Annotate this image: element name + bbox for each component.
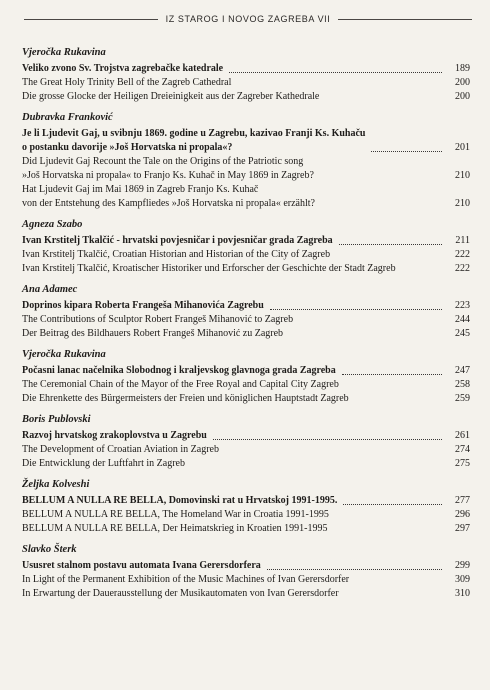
dot-leader	[339, 244, 442, 245]
page-number: 297	[455, 523, 470, 534]
page-number: 277	[455, 495, 470, 506]
toc-entry	[22, 299, 470, 313]
author-name: Vjeročka Rukavina	[22, 47, 106, 58]
page-number: 275	[455, 458, 470, 469]
entry-title: Die Entwicklung der Luftfahrt in Zagreb	[22, 458, 185, 469]
entry-title: Ususret stalnom postavu automata Ivana Gerersdorfera	[22, 560, 261, 571]
author-name: Vjeročka Rukavina	[22, 349, 106, 360]
toc-entry	[22, 522, 470, 536]
toc-section	[22, 283, 470, 341]
author-name: Agneza Szabo	[22, 219, 83, 230]
author-name: Slavko Šterk	[22, 544, 77, 555]
page-number: 258	[455, 379, 470, 390]
page-number: 259	[455, 393, 470, 404]
entry-title: BELLUM A NULLA RE BELLA, Der Heimatskrieg in Kroatien 1991-1995	[22, 523, 328, 534]
toc-entry	[22, 183, 470, 211]
page-number: 210	[455, 170, 470, 181]
entry-title: Razvoj hrvatskog zrakoplovstva u Zagrebu	[22, 430, 207, 441]
toc-entry	[22, 248, 470, 262]
page-number: 310	[455, 588, 470, 599]
dot-leader	[343, 504, 442, 505]
entry-title: Der Beitrag des Bildhauers Robert Frangeš Mihanović zu Zagreb	[22, 328, 284, 339]
dot-leader	[229, 72, 442, 73]
toc-entry	[22, 508, 470, 522]
toc-section	[22, 413, 470, 471]
entry-title: The Great Holy Trinity Bell of the Zagreb Cathedral	[22, 77, 232, 88]
toc-entry	[22, 127, 470, 155]
toc-entry	[22, 392, 470, 406]
entry-title: Die grosse Glocke der Heiligen Dreieinigkeit aus der Zagreber Kathedrale	[22, 91, 320, 102]
page-number: 200	[455, 91, 470, 102]
entry-title: Ivan Krstitelj Tkalčić - hrvatski povjesničar i povjesničar grada Zagreba	[22, 235, 333, 246]
toc-entry	[22, 90, 470, 104]
table-of-contents	[22, 46, 470, 608]
page-number: 211	[455, 235, 470, 246]
author-name: Dubravka Franković	[22, 112, 113, 123]
toc-section	[22, 478, 470, 536]
entry-title: Hat Ljudevit Gaj im Mai 1869 in Zagreb Franjo Ks. Kuhač von der Entstehung des Kampfliedes »Još Horvatska ni propala« erzählt?	[22, 184, 315, 209]
page-number: 309	[455, 574, 470, 585]
dot-leader	[270, 309, 442, 310]
toc-entry	[22, 573, 470, 587]
page-number: 201	[455, 142, 470, 153]
entry-title: Počasni lanac načelnika Slobodnog i kraljevskog glavnoga grada Zagreba	[22, 365, 336, 376]
toc-entry	[22, 587, 470, 601]
toc-entry	[22, 313, 470, 327]
page-number: 247	[455, 365, 470, 376]
page-number: 274	[455, 444, 470, 455]
toc-entry	[22, 378, 470, 392]
entry-title: Ivan Krstitelj Tkalčić, Kroatischer Historiker und Erforscher der Geschichte der Stadt Zagreb	[22, 263, 396, 274]
page-number: 222	[455, 249, 470, 260]
entry-title: Ivan Krstitelj Tkalčić, Croatian Historian and Historian of the City of Zagreb	[22, 249, 331, 260]
entry-title: In Erwartung der Dauerausstellung der Musikautomaten von Ivan Gerersdorfer	[22, 588, 339, 599]
entry-title: In Light of the Permanent Exhibition of the Music Machines of Ivan Gerersdorfer	[22, 574, 350, 585]
page-number: 245	[455, 328, 470, 339]
page-number: 222	[455, 263, 470, 274]
toc-entry	[22, 443, 470, 457]
entry-title: Did Ljudevit Gaj Recount the Tale on the Origins of the Patriotic song »Još Horvatska ni propala« to Franjo Ks. Kuhač in May 1869 in Zagreb?	[22, 156, 314, 181]
entry-title: BELLUM A NULLA RE BELLA, The Homeland War in Croatia 1991-1995	[22, 509, 329, 520]
header-rule-left	[24, 19, 158, 20]
page-number: 261	[455, 430, 470, 441]
page-number: 189	[455, 63, 470, 74]
toc-section	[22, 218, 470, 276]
toc-section	[22, 543, 470, 601]
page-number: 210	[455, 198, 470, 209]
page-number: 296	[455, 509, 470, 520]
toc-entry	[22, 429, 470, 443]
entry-title: Je li Ljudevit Gaj, u svibnju 1869. godine u Zagrebu, kazivao Franji Ks. Kuhaču o postanku davorije »Još Horvatska ni propala«?	[22, 128, 366, 153]
toc-entry	[22, 234, 470, 248]
toc-entry	[22, 457, 470, 471]
page-number: 200	[455, 77, 470, 88]
toc-section	[22, 111, 470, 211]
toc-section	[22, 46, 470, 104]
dot-leader	[342, 374, 442, 375]
entry-title: Doprinos kipara Roberta Frangeša Mihanovića Zagrebu	[22, 300, 264, 311]
toc-entry	[22, 494, 470, 508]
author-name: Ana Adamec	[22, 284, 78, 295]
author-name: Boris Publovski	[22, 414, 91, 425]
dot-leader	[267, 569, 442, 570]
entry-title: The Contributions of Sculptor Robert Frangeš Mihanović to Zagreb	[22, 314, 294, 325]
toc-entry	[22, 76, 470, 90]
toc-entry	[22, 364, 470, 378]
toc-entry	[22, 155, 470, 183]
header-rule-right	[338, 19, 472, 20]
dot-leader	[371, 151, 442, 152]
entry-title: BELLUM A NULLA RE BELLA, Domovinski rat u Hrvatskoj 1991-1995.	[22, 495, 338, 506]
header-title: IZ STAROG I NOVOG ZAGREBA VII	[165, 14, 331, 24]
running-header	[24, 14, 472, 24]
entry-title: The Ceremonial Chain of the Mayor of the Free Royal and Capital City Zagreb	[22, 379, 339, 390]
page-number: 223	[455, 300, 470, 311]
toc-entry	[22, 62, 470, 76]
toc-entry	[22, 559, 470, 573]
page-number: 244	[455, 314, 470, 325]
dot-leader	[213, 439, 442, 440]
entry-title: The Development of Croatian Aviation in Zagreb	[22, 444, 219, 455]
entry-title: Die Ehrenkette des Bürgermeisters der Freien und königlichen Hauptstadt Zagreb	[22, 393, 349, 404]
toc-entry	[22, 327, 470, 341]
page-number: 299	[455, 560, 470, 571]
toc-section	[22, 348, 470, 406]
toc-entry	[22, 262, 470, 276]
author-name: Željka Kolveshi	[22, 479, 90, 490]
entry-title: Veliko zvono Sv. Trojstva zagrebačke katedrale	[22, 63, 224, 74]
